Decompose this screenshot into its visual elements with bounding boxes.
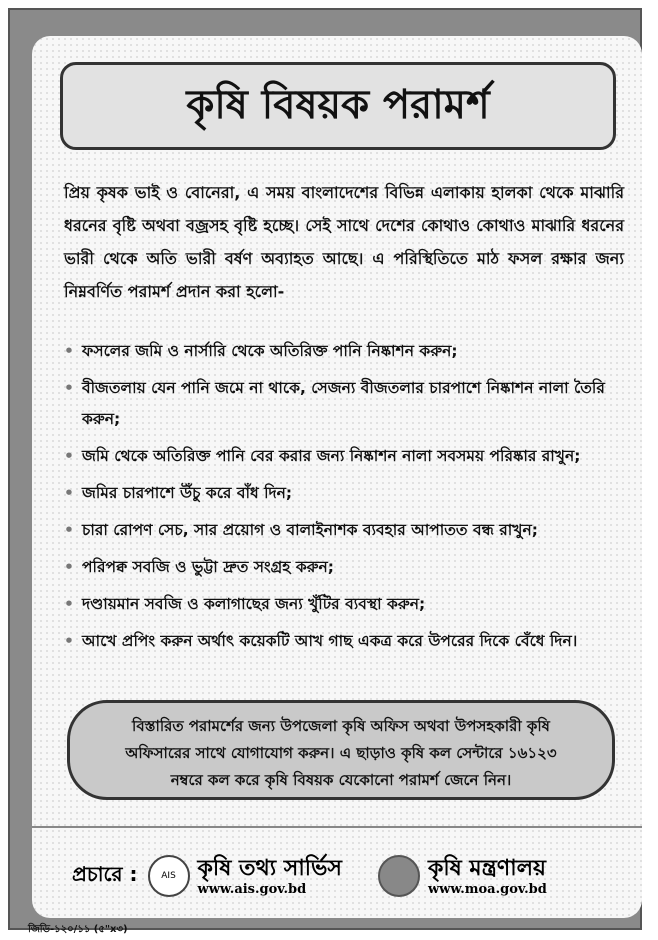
bullet-icon: •	[64, 521, 74, 539]
ais-org	[198, 856, 342, 897]
footer	[72, 841, 612, 911]
list-item-text: পরিপক্ব সবজি ও ভুট্টা দ্রুত সংগ্রহ করুন;	[82, 558, 335, 576]
ad-code: জিডি-১২০/১১ (৫"x৩)	[28, 924, 128, 935]
ad-frame	[8, 8, 642, 935]
title-box	[60, 62, 616, 150]
list-item-text: আখে প্রপিং করুন অর্থাৎ কয়েকটি আখ গাছ একত্র করে উপরের দিকে বেঁধে দিন।	[82, 632, 578, 650]
divider	[32, 826, 642, 828]
list-item-text: চারা রোপণ সেচ, সার প্রয়োগ ও বালাইনাশক ব্যবহার আপাতত বন্ধ রাখুন;	[82, 521, 538, 539]
intro-paragraph: প্রিয় কৃষক ভাই ও বোনেরা, এ সময় বাংলাদেশের বিভিন্ন এলাকায় হালকা থেকে মাঝারি ধরনের বৃষ্টি অথবা বজ্রসহ বৃষ্টি হচ্ছে। সেই সাথে দেশের কোথাও কোথাও মাঝারি ধরনের ভারী থেকে অতি ভারী বর্ষণ অব্যাহত আছে। এ পরিস্থিতিতে মাঠ ফসল রক্ষার জন্য নিম্নবর্ণিত পরামর্শ প্রদান করা হলো-	[64, 183, 624, 301]
publicity-label: প্রচারে :	[72, 861, 138, 886]
ais-logo-icon: AIS	[148, 855, 190, 897]
bullet-icon: •	[64, 447, 74, 465]
list-item	[62, 589, 627, 620]
bullet-icon: •	[64, 595, 74, 613]
moa-org	[428, 856, 547, 897]
list-item-text: জমির চারপাশে উঁচু করে বাঁধ দিন;	[82, 484, 293, 502]
list-item	[62, 515, 627, 546]
bullet-icon: •	[64, 484, 74, 502]
list-item-text: ফসলের জমি ও নার্সারি থেকে অতিরিক্ত পানি নিষ্কাশন করুন;	[82, 342, 458, 360]
bullet-icon: •	[64, 632, 74, 650]
list-item-text: দণ্ডায়মান সবজি ও কলাগাছের জন্য খুঁটির ব্যবস্থা করুন;	[82, 595, 426, 613]
bullet-icon: •	[64, 342, 74, 360]
contact-callout: বিস্তারিত পরামর্শের জন্য উপজেলা কৃষি অফিস অথবা উপসহকারী কৃষি অফিসারের সাথে যোগাযোগ করুন। এ ছাড়াও কৃষি কল সেন্টারে ১৬১২৩ নম্বরে কল করে কৃষি বিষয়ক যেকোনো পরামর্শ জেনে নিন।	[67, 700, 615, 800]
list-item	[62, 441, 627, 472]
list-item-text: জমি থেকে অতিরিক্ত পানি বের করার জন্য নিষ্কাশন নালা সবসময় পরিষ্কার রাখুন;	[82, 447, 581, 465]
list-item	[62, 626, 627, 657]
list-item	[62, 478, 627, 509]
list-item-text: বীজতলায় যেন পানি জমে না থাকে, সেজন্য বীজতলার চারপাশে নিষ্কাশন নালা তৈরি করুন;	[82, 379, 605, 428]
ais-name: কৃষি তথ্য সার্ভিস	[197, 855, 342, 881]
moa-name: কৃষি মন্ত্রণালয়	[427, 855, 546, 881]
moa-seal-icon	[378, 855, 420, 897]
list-item	[62, 552, 627, 583]
list-item	[62, 373, 627, 435]
ais-url: www.ais.gov.bd	[197, 881, 307, 897]
bullet-icon: •	[64, 558, 74, 576]
bullet-icon: •	[64, 379, 74, 397]
advice-list	[62, 336, 627, 663]
moa-url: www.moa.gov.bd	[427, 881, 547, 897]
list-item	[62, 336, 627, 367]
ad-panel	[32, 36, 642, 918]
page-title: কৃষি বিষয়ক পরামর্শ	[186, 81, 490, 128]
